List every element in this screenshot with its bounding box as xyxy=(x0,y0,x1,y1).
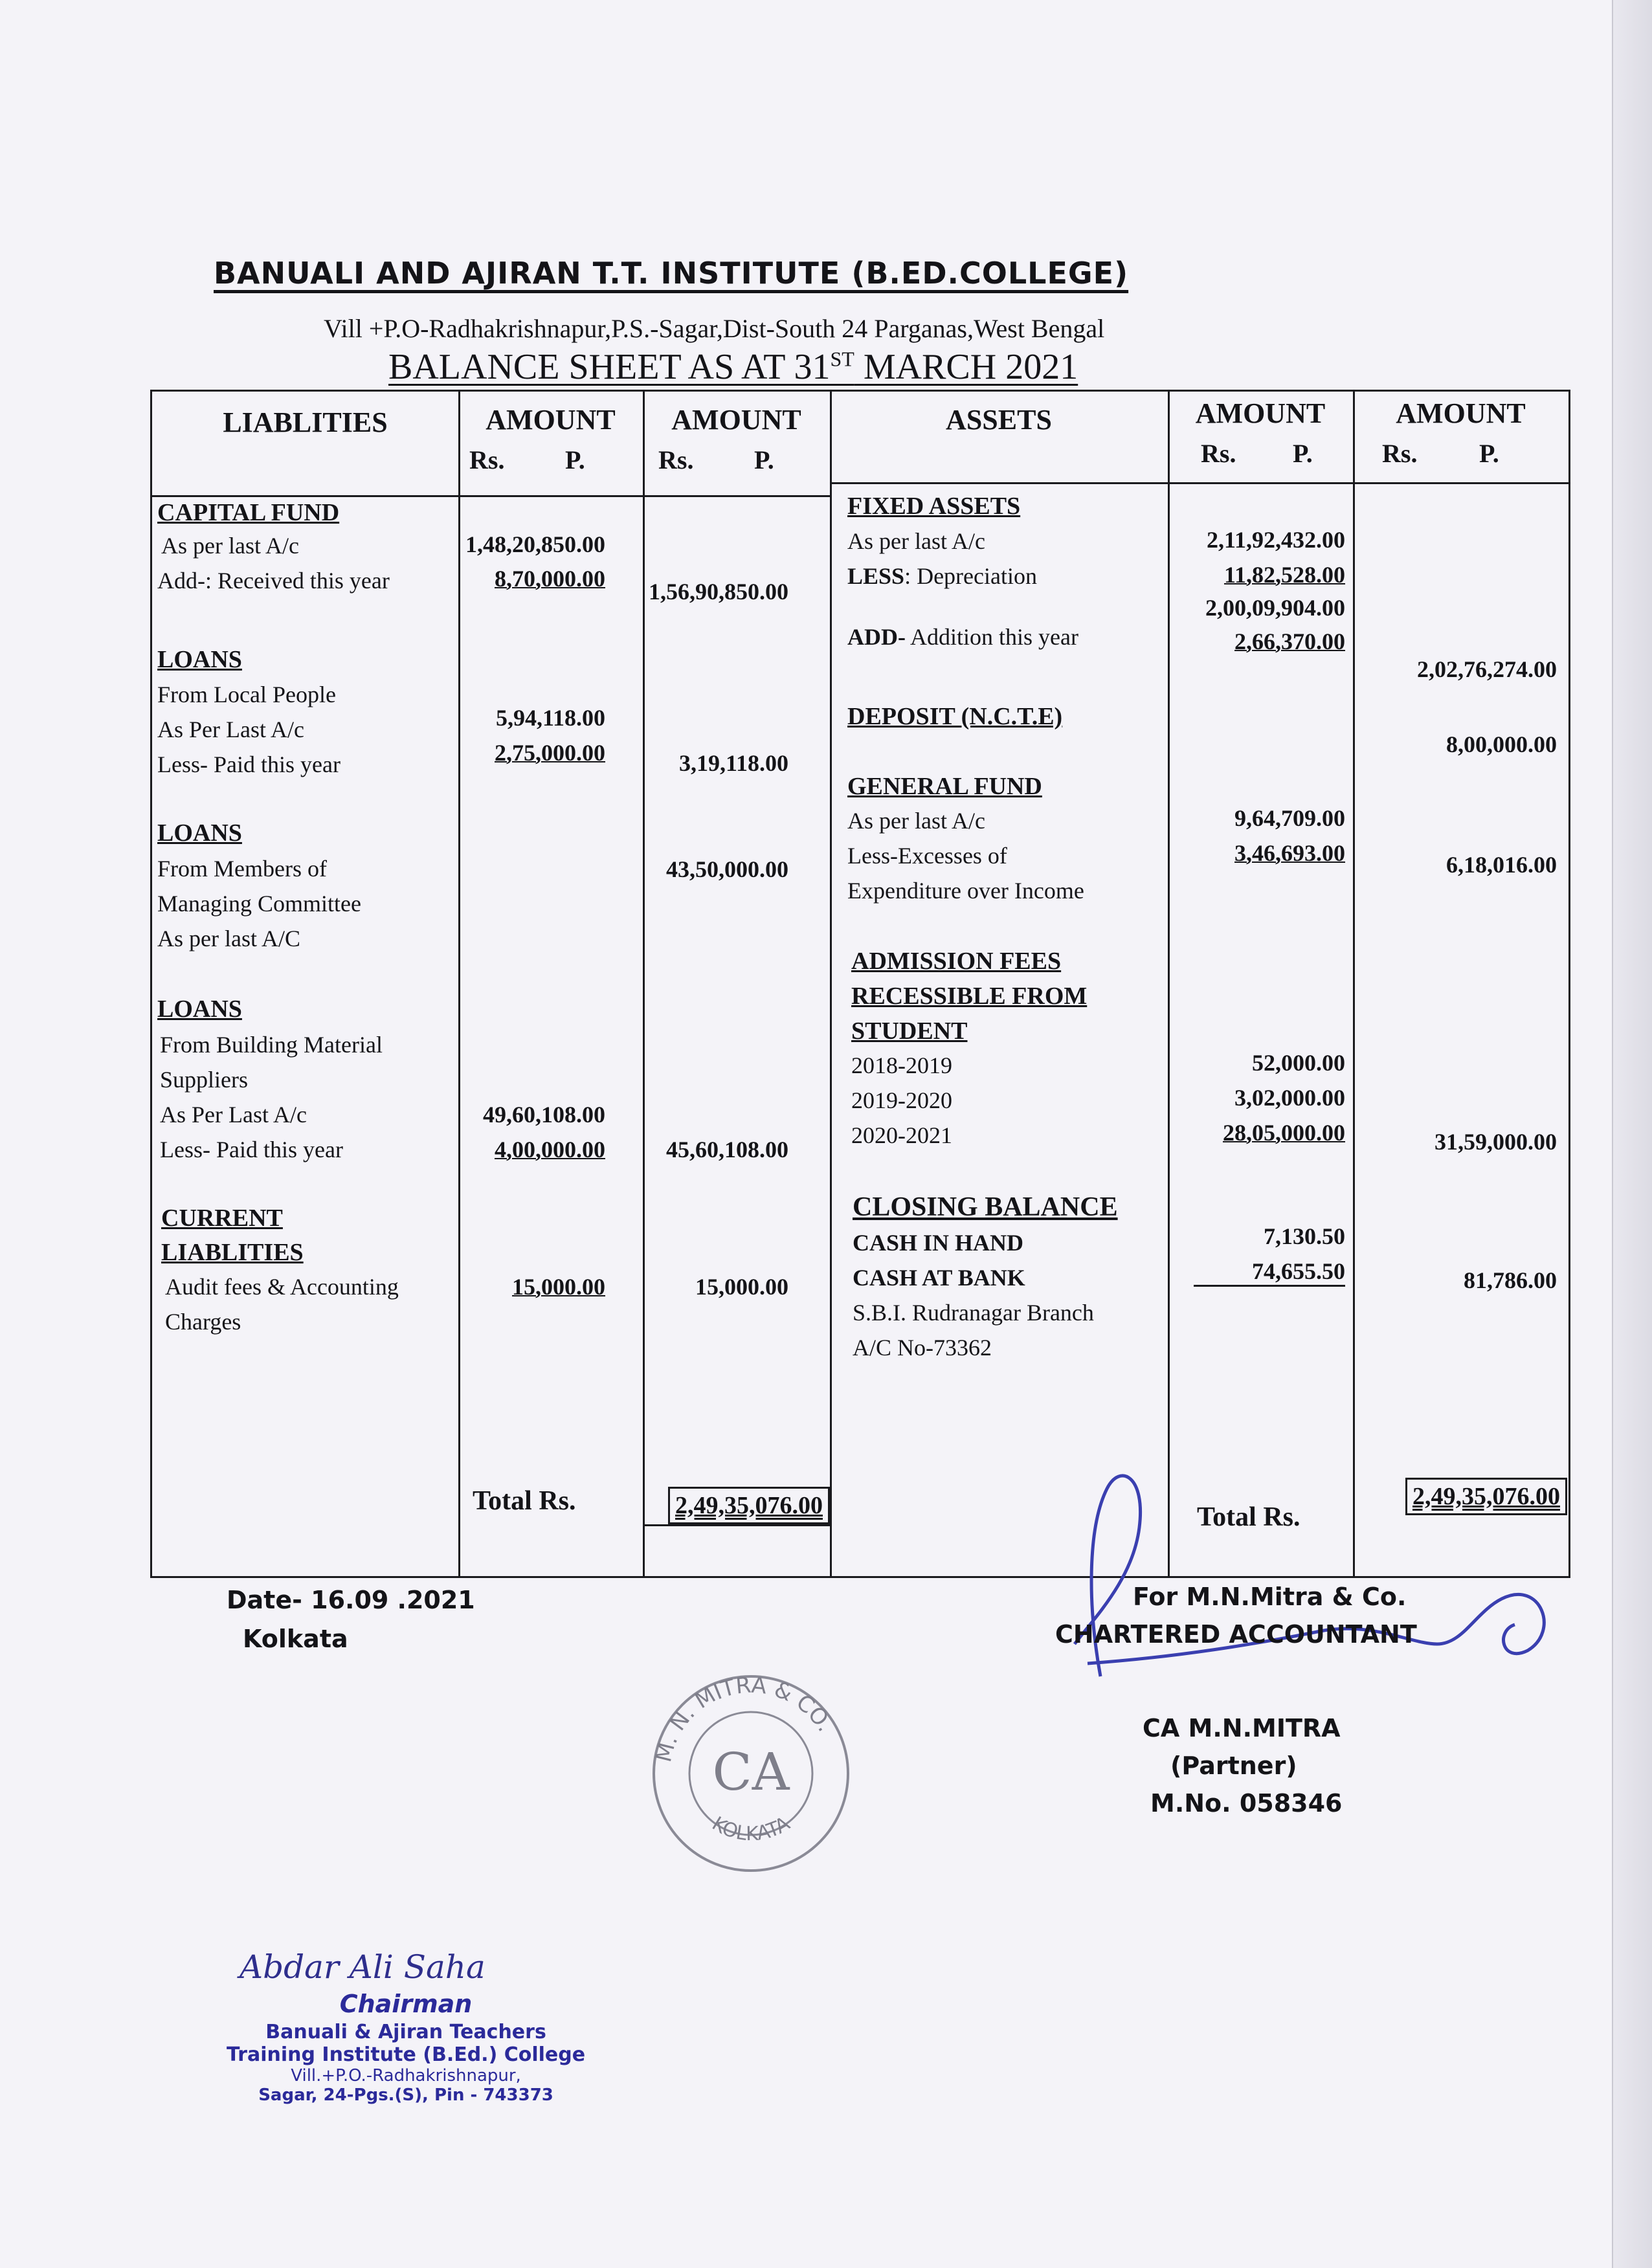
fixed-assets-line xyxy=(847,562,1037,590)
general-fund-line: Less-Excesses of xyxy=(847,843,1007,869)
chairman-stamp xyxy=(227,1948,585,2105)
admission-total: 31,59,000.00 xyxy=(1434,1129,1557,1155)
loans-suppliers-line: Suppliers xyxy=(160,1067,249,1093)
loans-local-amount: 2,75,000.00 xyxy=(495,740,605,766)
bank-account: A/C No-73362 xyxy=(853,1335,992,1361)
general-fund-line: As per last A/c xyxy=(847,808,985,834)
admission-amount: 3,02,000.00 xyxy=(1234,1085,1345,1111)
col-sub-rs: Rs. xyxy=(1201,439,1236,468)
assets-grand-total: 2,49,35,076.00 xyxy=(1405,1478,1567,1515)
liabilities-grand-total: 2,49,35,076.00 xyxy=(668,1487,830,1524)
loans-suppliers-amount: 49,60,108.00 xyxy=(483,1102,605,1128)
admission-amount: 28,05,000.00 xyxy=(1223,1120,1345,1146)
col-header-amount: AMOUNT xyxy=(1195,397,1326,429)
admission-heading: STUDENT xyxy=(851,1017,968,1045)
fixed-assets-line: As per last A/c xyxy=(847,528,985,554)
current-liabilities-total: 15,000.00 xyxy=(695,1274,788,1300)
col-divider xyxy=(830,392,832,1576)
firm-seal xyxy=(647,1670,854,1877)
loans-local-line: As Per Last A/c xyxy=(157,717,304,742)
current-liabilities-heading: CURRENT xyxy=(161,1205,283,1232)
header-divider-right xyxy=(830,482,1568,484)
fixed-assets-total: 2,02,76,274.00 xyxy=(1417,656,1557,682)
current-liabilities-line: Audit fees & Accounting xyxy=(165,1274,399,1300)
cash-in-hand-amount: 7,130.50 xyxy=(1264,1223,1345,1249)
seal-top-text: M. N. MITRA & CO. xyxy=(651,1672,838,1765)
col-divider xyxy=(643,392,645,1576)
membership-number: M.No. 058346 xyxy=(1150,1789,1343,1818)
loans-suppliers-amount: 4,00,000.00 xyxy=(495,1137,605,1162)
loans-local-line: From Local People xyxy=(157,682,336,707)
fixed-assets-heading: FIXED ASSETS xyxy=(847,493,1021,520)
chairman-stamp-line: Banuali & Ajiran Teachers xyxy=(265,2021,546,2043)
closing-balance-heading: CLOSING BALANCE xyxy=(853,1192,1118,1222)
admission-heading: RECESSIBLE FROM xyxy=(851,983,1088,1010)
sheet-title xyxy=(388,346,1078,388)
loans-local-line: Less- Paid this year xyxy=(157,751,340,777)
capital-fund-total: 1,56,90,850.00 xyxy=(649,579,788,605)
deposit-total: 8,00,000.00 xyxy=(1446,731,1557,757)
general-fund-heading: GENERAL FUND xyxy=(847,773,1042,800)
title-main: BALANCE SHEET AS AT 31 xyxy=(388,347,831,387)
chairman-stamp-line: Training Institute (B.Ed.) College xyxy=(227,2043,586,2066)
add-label: ADD- xyxy=(847,624,906,650)
header-divider-left xyxy=(152,495,830,497)
loans-suppliers-line: Less- Paid this year xyxy=(160,1137,343,1162)
seal-bottom-text: KOLKATA xyxy=(708,1812,794,1846)
loans-members-line: Managing Committee xyxy=(157,891,361,917)
col-header-amount: AMOUNT xyxy=(671,404,801,436)
seal-monogram: CA xyxy=(712,1742,790,1802)
admission-heading: ADMISSION FEES xyxy=(851,948,1062,975)
firm-for: For M.N.Mitra & Co. xyxy=(1133,1583,1407,1611)
col-divider xyxy=(1168,392,1170,1576)
col-sub-p: P. xyxy=(1293,439,1313,468)
current-liabilities-heading: LIABLITIES xyxy=(161,1239,304,1266)
liabilities-total-label: Total Rs. xyxy=(473,1486,576,1516)
loans-suppliers-line: From Building Material xyxy=(160,1032,383,1058)
fixed-assets-amount: 2,11,92,432.00 xyxy=(1206,527,1345,553)
cash-in-hand-label: CASH IN HAND xyxy=(853,1230,1024,1256)
admission-year: 2019-2020 xyxy=(851,1087,952,1113)
chairman-title: Chairman xyxy=(339,1990,473,2018)
col-sub-rs: Rs. xyxy=(1382,439,1418,468)
bank-name: S.B.I. Rudranagar Branch xyxy=(853,1300,1094,1326)
loans-local-amount: 5,94,118.00 xyxy=(495,705,605,731)
institute-name: BANUALI AND AJIRAN T.T. INSTITUTE (B.ED.COLLEGE) xyxy=(214,256,1129,291)
firm-type: CHARTERED ACCOUNTANT xyxy=(1055,1620,1417,1649)
col-sub-rs: Rs. xyxy=(658,445,694,474)
date-text: Date- 16.09 .2021 xyxy=(227,1586,475,1614)
col-header-liabilities: LIABLITIES xyxy=(223,406,388,438)
loans-suppliers-line: As Per Last A/c xyxy=(160,1102,307,1128)
title-sup: ST xyxy=(830,347,854,371)
chairman-stamp-line: Vill.+P.O.-Radhakrishnapur, xyxy=(291,2066,521,2085)
chairman-signature: Abdar Ali Saha xyxy=(240,1948,486,1986)
col-sub-p: P. xyxy=(754,445,774,474)
closing-balance-total: 81,786.00 xyxy=(1464,1267,1557,1293)
col-divider xyxy=(1353,392,1355,1576)
loans-members-line: From Members of xyxy=(157,856,327,882)
loans-members-heading: LOANS xyxy=(157,819,242,847)
cash-at-bank-amount: 74,655.50 xyxy=(1194,1258,1345,1287)
cash-at-bank-label: CASH AT BANK xyxy=(853,1265,1025,1291)
assets-total-label: Total Rs. xyxy=(1197,1502,1300,1532)
col-sub-p: P. xyxy=(1479,439,1499,468)
capital-fund-heading: CAPITAL FUND xyxy=(157,499,340,526)
partner-name: CA M.N.MITRA xyxy=(1143,1714,1341,1742)
capital-fund-amount: 8,70,000.00 xyxy=(495,566,605,592)
capital-fund-amount: 1,48,20,850.00 xyxy=(465,531,605,557)
general-fund-line: Expenditure over Income xyxy=(847,878,1084,904)
loans-local-heading: LOANS xyxy=(157,646,242,673)
col-header-amount: AMOUNT xyxy=(486,404,616,436)
loans-members-total: 43,50,000.00 xyxy=(666,856,788,882)
place-text: Kolkata xyxy=(243,1625,348,1653)
title-end: MARCH 2021 xyxy=(854,347,1078,387)
partner-role: (Partner) xyxy=(1170,1751,1297,1780)
less-rest: : Depreciation xyxy=(904,563,1037,589)
chairman-stamp-line: Sagar, 24-Pgs.(S), Pin - 743373 xyxy=(258,2085,553,2105)
col-header-amount: AMOUNT xyxy=(1396,397,1526,429)
col-sub-p: P. xyxy=(565,445,585,474)
fixed-assets-line xyxy=(847,623,1078,650)
fixed-assets-amount: 11,82,528.00 xyxy=(1223,562,1345,588)
general-fund-amount: 9,64,709.00 xyxy=(1234,805,1345,831)
current-liabilities-line: Charges xyxy=(165,1309,241,1335)
col-header-assets: ASSETS xyxy=(946,404,1052,436)
capital-fund-line: Add-: Received this year xyxy=(157,568,390,594)
loans-suppliers-heading: LOANS xyxy=(157,995,242,1023)
col-sub-rs: Rs. xyxy=(469,445,505,474)
less-label: LESS xyxy=(847,563,905,589)
total-divider-left xyxy=(643,1524,830,1526)
institute-address: Vill +P.O-Radhakrishnapur,P.S.-Sagar,Dist-South 24 Parganas,West Bengal xyxy=(324,314,1105,343)
loans-members-line: As per last A/C xyxy=(157,926,300,951)
deposit-heading: DEPOSIT (N.C.T.E) xyxy=(847,703,1063,730)
fixed-assets-amount: 2,66,370.00 xyxy=(1234,628,1345,654)
current-liabilities-amount: 15,000.00 xyxy=(512,1274,605,1300)
col-divider xyxy=(458,392,460,1576)
general-fund-total: 6,18,016.00 xyxy=(1446,852,1557,878)
capital-fund-line: As per last A/c xyxy=(161,533,299,559)
fixed-assets-subtotal: 2,00,09,904.00 xyxy=(1205,595,1345,621)
page-edge xyxy=(1612,0,1652,2268)
general-fund-amount: 3,46,693.00 xyxy=(1234,840,1345,866)
loans-suppliers-total: 45,60,108.00 xyxy=(666,1137,788,1162)
admission-year: 2018-2019 xyxy=(851,1052,952,1078)
loans-local-total: 3,19,118.00 xyxy=(678,750,788,776)
add-rest: Addition this year xyxy=(905,624,1078,650)
admission-amount: 52,000.00 xyxy=(1252,1050,1345,1076)
admission-year: 2020-2021 xyxy=(851,1122,952,1148)
balance-sheet-table xyxy=(150,390,1570,1578)
